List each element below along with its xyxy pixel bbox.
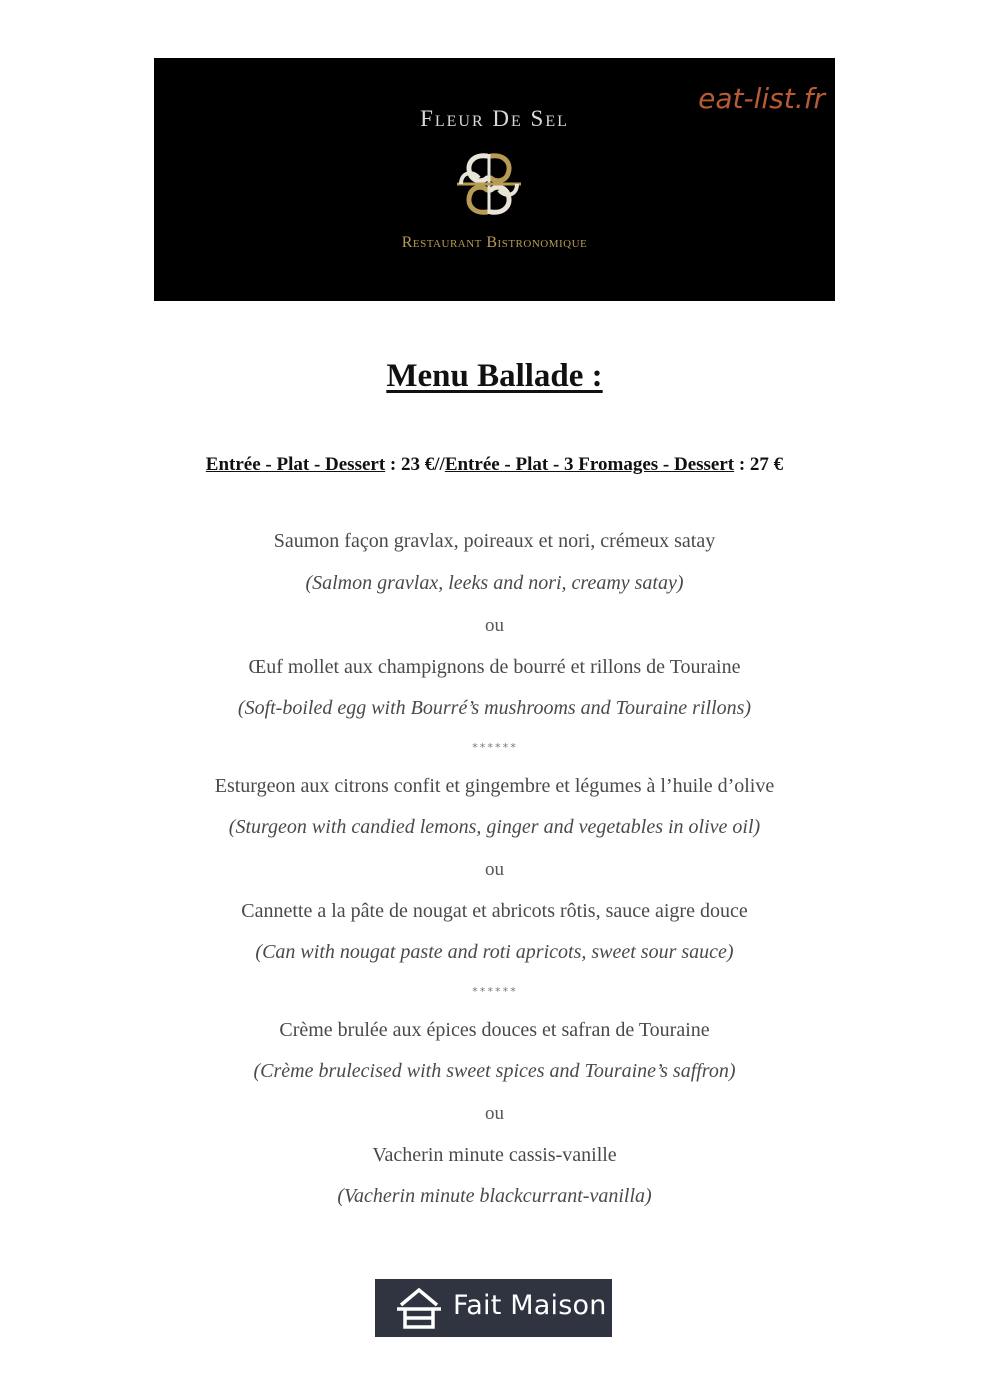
formula-2-price: : 27 € <box>734 454 784 475</box>
fait-maison-badge <box>375 1279 612 1337</box>
section-separator: ****** <box>471 741 518 754</box>
dessert-2-fr: Vacherin minute cassis-vanille <box>372 1144 617 1166</box>
menu-title-text: Menu Ballade : <box>386 358 603 394</box>
formula-1-price: : 23 € <box>385 454 435 475</box>
starter-1-en: (Salmon gravlax, leeks and nori, creamy satay) <box>305 572 684 594</box>
formula-1-label: Entrée - Plat - Dessert <box>205 454 386 475</box>
price-line <box>0 454 989 476</box>
house-icon <box>395 1285 443 1331</box>
or-separator: ou <box>485 615 504 636</box>
starter-2-en: (Soft-boiled egg with Bourré’s mushrooms and Touraine rillons) <box>237 697 752 719</box>
dessert-2-en: (Vacherin minute blackcurrant-vanilla) <box>337 1185 652 1207</box>
formula-separator: // <box>434 454 445 475</box>
main-1-fr: Esturgeon aux citrons confit et gingembre et légumes à l’huile d’olive <box>214 775 775 797</box>
fait-maison-label: Fait Maison <box>453 1290 607 1321</box>
fleur-de-sel-logo-icon <box>451 148 527 220</box>
page-title <box>0 358 989 395</box>
section-separator: ****** <box>471 985 518 998</box>
or-separator: ou <box>485 859 504 880</box>
dessert-1-fr: Crème brulée aux épices douces et safran de Touraine <box>279 1019 710 1041</box>
main-1-en: (Sturgeon with candied lemons, ginger and vegetables in olive oil) <box>228 816 761 838</box>
restaurant-name: Fleur De Sel <box>420 106 569 131</box>
watermark: eat-list.fr <box>698 82 825 115</box>
starter-1-fr: Saumon façon gravlax, poireaux et nori, crémeux satay <box>273 530 716 552</box>
dessert-1-en: (Crème brulecised with sweet spices and Touraine’s saffron) <box>253 1060 736 1082</box>
formula-2-label: Entrée - Plat - 3 Fromages - Dessert <box>444 454 735 475</box>
or-separator: ou <box>485 1103 504 1124</box>
main-2-fr: Cannette a la pâte de nougat et abricots rôtis, sauce aigre douce <box>241 900 748 922</box>
restaurant-tagline: Restaurant Bistronomique <box>401 234 588 251</box>
restaurant-banner <box>154 58 835 301</box>
starter-2-fr: Œuf mollet aux champignons de bourré et rillons de Touraine <box>248 656 741 678</box>
main-2-en: (Can with nougat paste and roti apricots, sweet sour sauce) <box>255 941 734 963</box>
